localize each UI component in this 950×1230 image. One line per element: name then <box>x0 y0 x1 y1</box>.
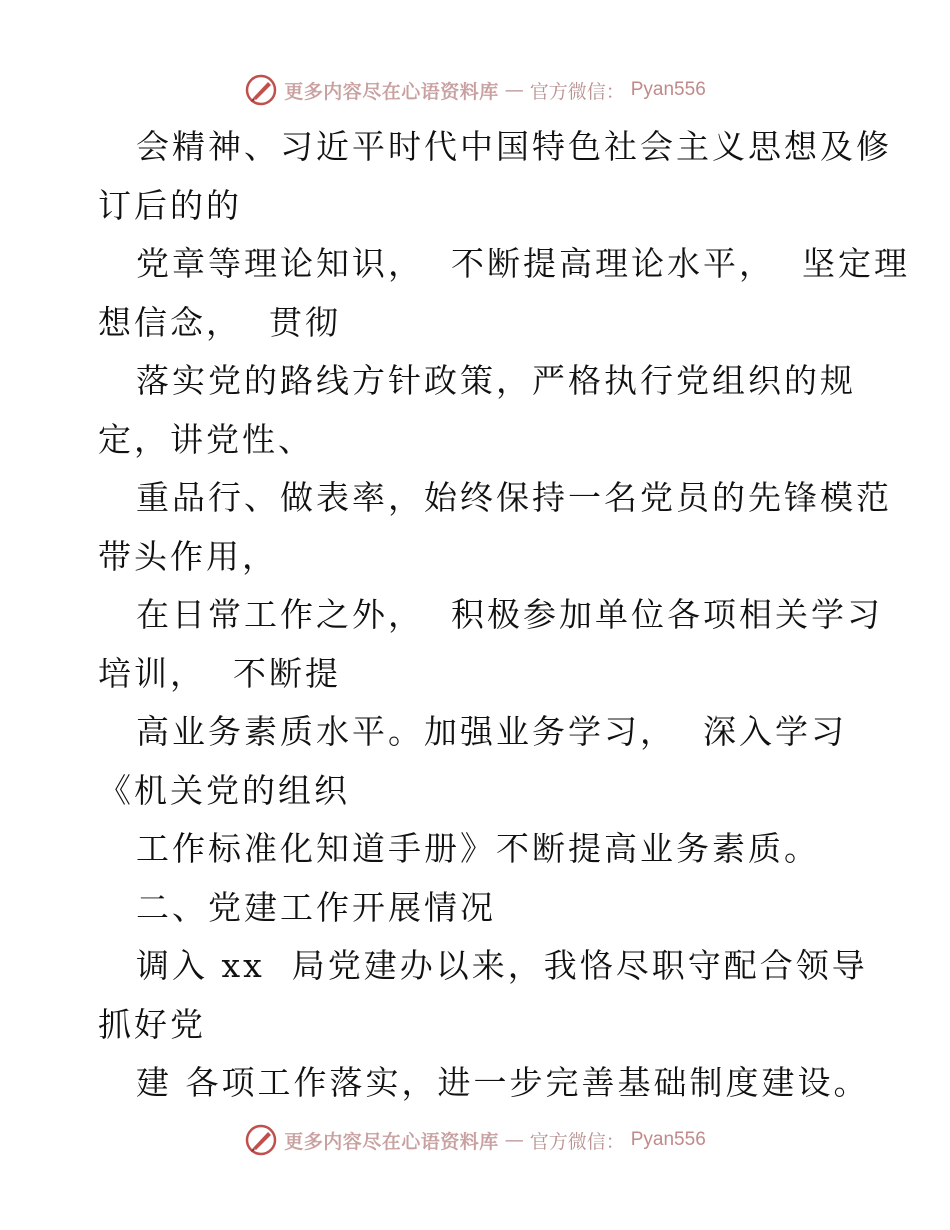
text-line-15: 调入 xx 局党建办以来，我恪尽职守配合领导 <box>136 946 868 985</box>
text-line-4: 想信念， 贯彻 <box>98 302 341 342</box>
watermark-main-text: 更多内容尽在心语资料库 <box>284 80 499 103</box>
text-line-2: 订后的的 <box>98 185 242 225</box>
watermark-sub-text: 官方微信： <box>529 1130 625 1153</box>
watermark-dash: — <box>504 1129 524 1151</box>
text-line-9: 在日常工作之外， 积极参加单位各项相关学习 <box>136 595 883 634</box>
section-heading: 二、党建工作开展情况 <box>136 887 496 927</box>
text-line-8: 带头作用， <box>98 536 278 576</box>
text-line-6: 定，讲党性、 <box>98 419 314 459</box>
header-watermark <box>0 70 950 110</box>
text-line-3: 党章等理论知识， 不断提高理论水平， 坚定理 <box>136 244 910 283</box>
text-line-13: 工作标准化知道手册》不断提高业务素质。 <box>136 829 820 868</box>
watermark-wechat-id: Pyan556 <box>630 79 706 100</box>
watermark-dash: — <box>504 79 524 101</box>
text-line-5: 落实党的路线方针政策，严格执行党组织的规 <box>136 361 856 400</box>
document-body <box>98 118 910 1113</box>
text-line-16: 抓好党 <box>98 1004 206 1044</box>
quill-pen-logo-icon <box>244 73 278 107</box>
watermark-wechat-id: Pyan556 <box>630 1129 706 1150</box>
text-line-12: 《机关党的组织 <box>98 770 350 810</box>
text-line-11: 高业务素质水平。加强业务学习， 深入学习 <box>136 712 847 751</box>
watermark-main-text: 更多内容尽在心语资料库 <box>284 1130 499 1153</box>
quill-pen-logo-icon <box>244 1123 278 1157</box>
text-line-1: 会精神、习近平时代中国特色社会主义思想及修 <box>136 127 892 166</box>
text-line-17: 建 各项工作落实，进一步完善基础制度建设。 <box>136 1063 870 1102</box>
text-line-7: 重品行、做表率，始终保持一名党员的先锋模范 <box>136 478 892 517</box>
footer-watermark <box>0 1120 950 1160</box>
watermark-sub-text: 官方微信： <box>529 80 625 103</box>
text-line-10: 培训， 不断提 <box>98 653 341 693</box>
